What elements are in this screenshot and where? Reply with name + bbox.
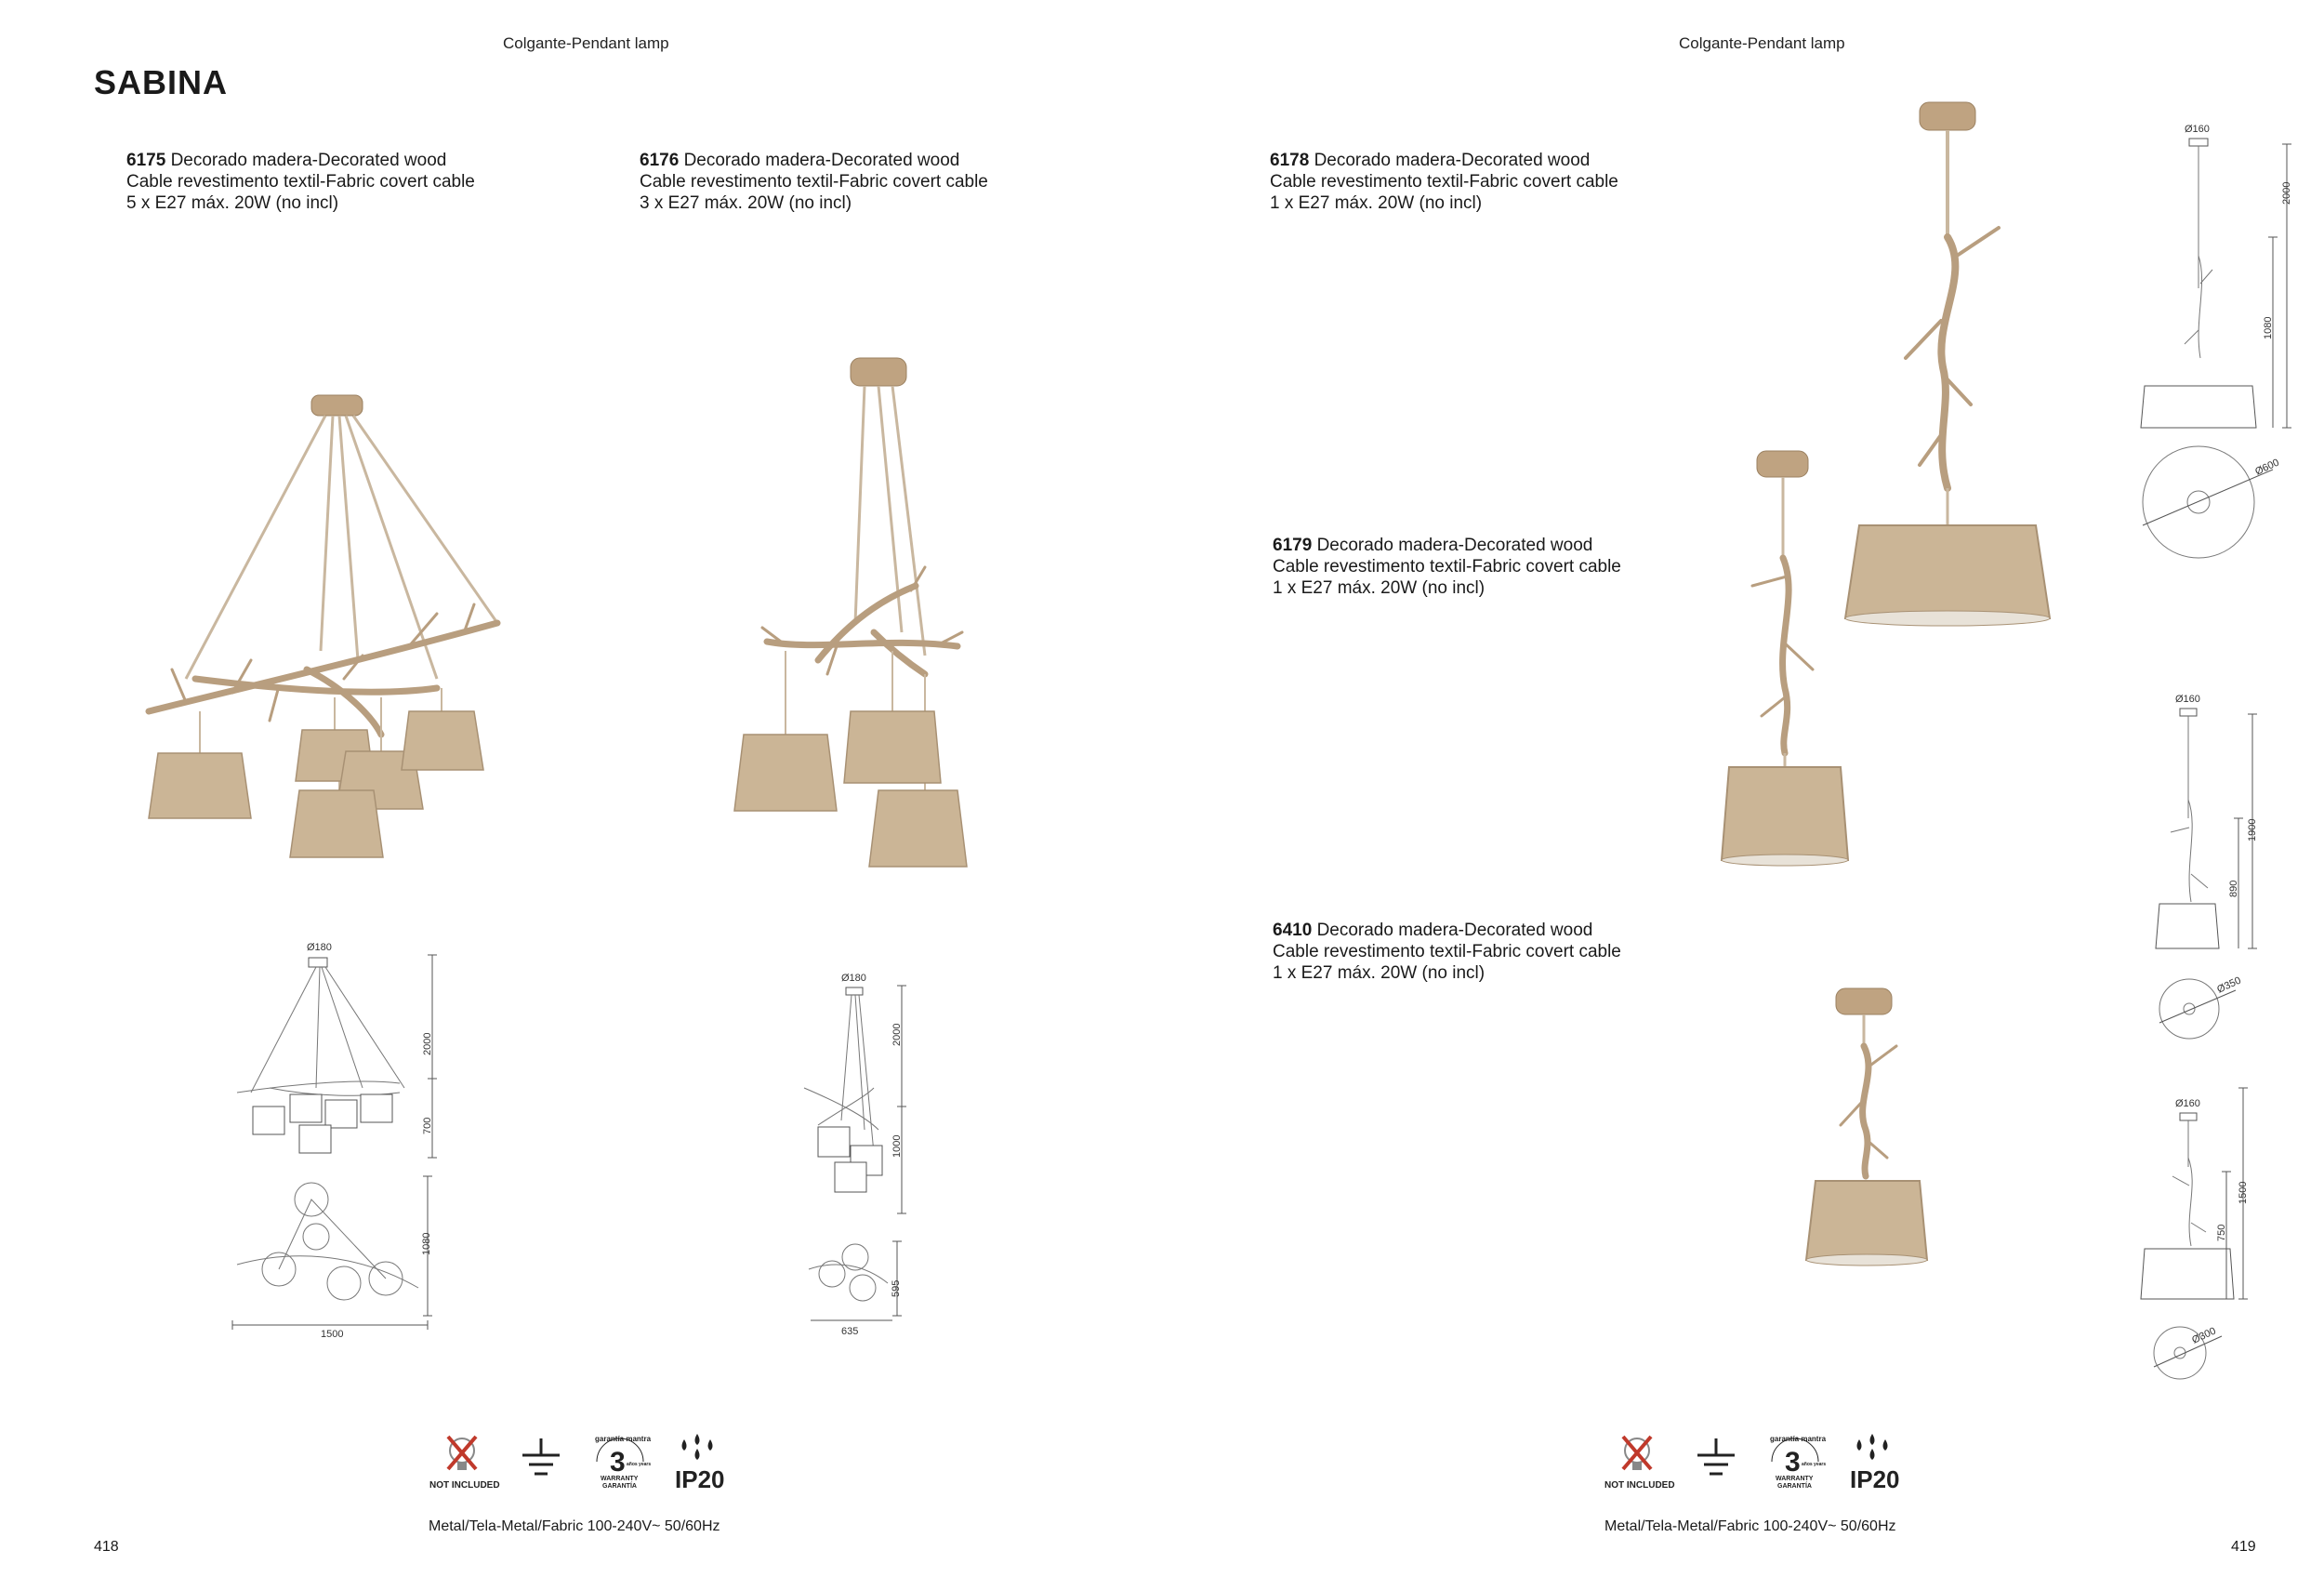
dim-label: 750	[2216, 1224, 2227, 1241]
footer-specs-right: Metal/Tela-Metal/Fabric 100-240V~ 50/60Hz	[1604, 1518, 1896, 1534]
ip20-water-drops-icon	[673, 1432, 738, 1497]
not-included-label: NOT INCLUDED	[429, 1480, 500, 1491]
product-code: 6175	[126, 151, 166, 170]
warranty-arc-text: garantía mantra	[595, 1435, 652, 1443]
product-photo-6175	[130, 381, 521, 874]
spec-line-2: Cable revestimento textil-Fabric covert cable	[640, 172, 988, 192]
garantia-label: GARANTÍA	[1777, 1483, 1812, 1490]
product-code: 6176	[640, 151, 680, 170]
spec-line-1: Decorado madera-Decorated wood	[1316, 536, 1593, 555]
dim-label: Ø160	[2175, 1098, 2200, 1109]
spec-line-3: 5 x E27 máx. 20W (no incl)	[126, 193, 339, 213]
dim-label: 700	[422, 1117, 433, 1134]
collection-title: SABINA	[94, 63, 229, 101]
spec-line-1: Decorado madera-Decorated wood	[1314, 151, 1591, 170]
dim-label: Ø180	[841, 973, 866, 984]
dimension-drawing-6179	[2133, 688, 2282, 1060]
spec-line-2: Cable revestimento textil-Fabric covert cable	[126, 172, 475, 192]
product-photo-6410	[1789, 981, 1943, 1269]
product-spec-6410	[1273, 920, 1621, 984]
dim-label: 1080	[2263, 316, 2274, 339]
earth-ground-icon	[1693, 1437, 1739, 1483]
dimension-drawing-6410	[2133, 1093, 2282, 1390]
warranty-3-years-icon	[1763, 1432, 1828, 1497]
spec-line-3: 1 x E27 máx. 20W (no incl)	[1270, 193, 1483, 213]
spec-line-2: Cable revestimento textil-Fabric covert cable	[1270, 172, 1618, 192]
warranty-3-years-icon	[588, 1432, 653, 1497]
dim-label: 1080	[421, 1232, 432, 1255]
bulb-not-included-icon	[429, 1432, 500, 1497]
spec-line-2: Cable revestimento textil-Fabric covert cable	[1273, 942, 1621, 961]
dim-label: Ø160	[2175, 694, 2200, 705]
product-spec-6179	[1273, 535, 1621, 599]
dim-label: 595	[891, 1279, 902, 1297]
product-photo-6176	[725, 353, 1004, 883]
spec-line-1: Decorado madera-Decorated wood	[683, 151, 960, 170]
dim-label: Ø350	[2215, 974, 2243, 996]
dim-label: 1000	[891, 1134, 903, 1158]
footer-specs-left: Metal/Tela-Metal/Fabric 100-240V~ 50/60Hz	[429, 1518, 720, 1534]
dim-label: 635	[841, 1326, 859, 1337]
page-header-right: Colgante-Pendant lamp	[1679, 34, 1845, 52]
warranty-label: WARRANTY	[1776, 1476, 1814, 1482]
dim-label: Ø600	[2253, 457, 2281, 478]
spec-line-1: Decorado madera-Decorated wood	[170, 151, 447, 170]
bulb-not-included-icon	[1604, 1432, 1675, 1497]
page-number-right: 419	[2231, 1539, 2256, 1555]
feature-icons-left	[429, 1432, 746, 1497]
dimension-drawing-6176	[799, 967, 930, 1339]
product-spec-6175	[126, 150, 475, 214]
ip-rating: IP20	[675, 1465, 725, 1493]
earth-ground-icon	[518, 1437, 564, 1483]
dim-label: Ø300	[2190, 1325, 2218, 1346]
garantia-label: GARANTÍA	[602, 1483, 637, 1490]
dim-label: 2000	[2281, 181, 2292, 205]
dim-label: 2000	[422, 1032, 433, 1055]
product-code: 6410	[1273, 921, 1313, 940]
dim-label: 1500	[2238, 1181, 2249, 1204]
feature-icons-right	[1604, 1432, 1921, 1497]
dim-label: Ø160	[2185, 124, 2210, 135]
ip-rating: IP20	[1850, 1465, 1900, 1493]
spec-line-3: 1 x E27 máx. 20W (no incl)	[1273, 963, 1486, 983]
dim-label: 1900	[2247, 818, 2258, 842]
spec-line-1: Decorado madera-Decorated wood	[1316, 921, 1593, 940]
ip20-water-drops-icon	[1848, 1432, 1913, 1497]
product-photo-6178	[1831, 98, 2064, 632]
dim-label: 2000	[891, 1023, 903, 1046]
page-header-left: Colgante-Pendant lamp	[503, 34, 669, 52]
dim-label: 890	[2228, 880, 2239, 897]
spec-line-3: 3 x E27 máx. 20W (no incl)	[640, 193, 852, 213]
dim-label: 1500	[321, 1329, 344, 1340]
not-included-label: NOT INCLUDED	[1604, 1480, 1675, 1491]
product-code: 6179	[1273, 536, 1313, 555]
page-number-left: 418	[94, 1539, 119, 1555]
warranty-arc-text: garantía mantra	[1770, 1435, 1827, 1443]
dimension-drawing-6175	[223, 934, 465, 1344]
product-code: 6178	[1270, 151, 1310, 170]
spec-line-3: 1 x E27 máx. 20W (no incl)	[1273, 578, 1486, 598]
warranty-small-text: años years	[1802, 1462, 1827, 1467]
spec-line-2: Cable revestimento textil-Fabric covert cable	[1273, 557, 1621, 576]
warranty-label: WARRANTY	[601, 1476, 639, 1482]
dimension-drawing-6178	[2133, 116, 2310, 563]
product-spec-6178	[1270, 150, 1618, 214]
warranty-years: 3	[610, 1447, 626, 1478]
product-spec-6176	[640, 150, 988, 214]
product-photo-6179	[1710, 446, 1859, 869]
dim-label: Ø180	[307, 942, 332, 953]
warranty-small-text: años years	[627, 1462, 652, 1467]
warranty-years: 3	[1785, 1447, 1801, 1478]
